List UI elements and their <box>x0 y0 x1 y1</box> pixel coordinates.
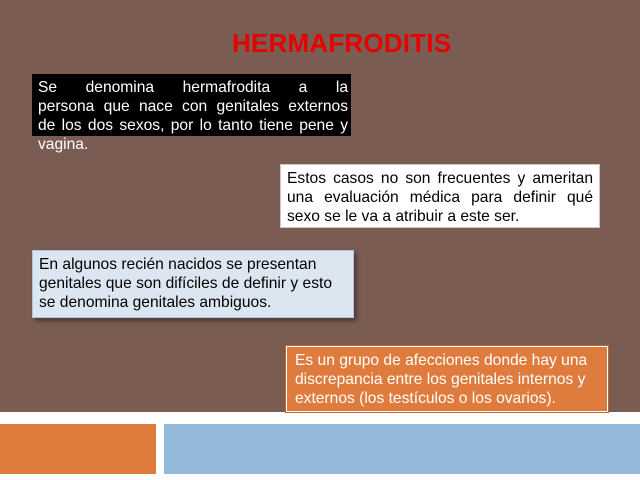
rare-cases-line-2: una evaluación médica para definir qué <box>287 189 593 206</box>
rare-cases-line-3: sexo se le va a atribuir a este ser. <box>287 208 520 225</box>
rare-cases-line-1: Estos casos no son frecuentes y ameritan <box>287 170 593 187</box>
rare-cases-box <box>280 164 600 228</box>
definition-line-2: persona que nace con genitales externos <box>38 98 348 115</box>
definition-line-3: de los dos sexos, por lo tanto tiene pene y <box>38 117 348 134</box>
definition-text <box>38 78 348 154</box>
definition-line-4: vagina. <box>38 136 89 153</box>
newborns-line-2: genitales que son difíciles de definir y esto <box>39 275 332 292</box>
footer-blue-bar <box>164 424 640 474</box>
newborns-line-1: En algunos recién nacidos se presentan <box>39 256 317 273</box>
group-line-2: discrepancia entre los genitales internos y <box>295 371 586 388</box>
group-line-1: Es un grupo de afecciones donde hay una <box>295 352 588 369</box>
footer-orange-bar <box>0 424 156 474</box>
definition-line-1: Se denomina hermafrodita a la <box>38 79 348 96</box>
slide-title: HERMAFRODITIS <box>232 28 452 58</box>
group-conditions-box <box>286 346 608 412</box>
newborns-line-3: se denomina genitales ambiguos. <box>39 294 272 311</box>
group-line-3: externos (los testículos o los ovarios). <box>295 390 556 407</box>
newborns-box <box>32 250 354 318</box>
